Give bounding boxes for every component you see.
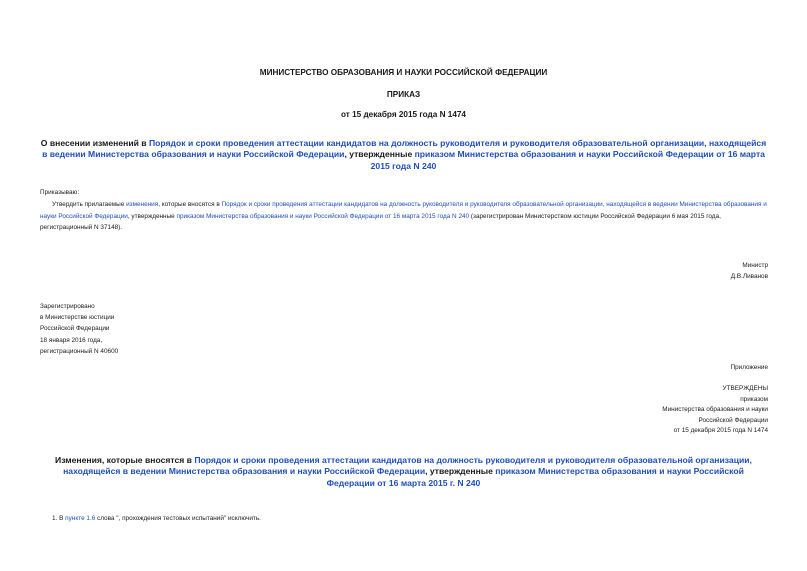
item1-suffix: слова ", прохождения тестовых испытаний" исключить. [95,515,261,522]
order-title-middle: , утвержденные [344,149,415,160]
order-body-paragraph [40,199,767,234]
procedure-link[interactable]: Порядок и сроки проведения аттестации кандидатов на должность руководителя и руководителя образовательной организации, находящейся в ведении Министерства образования и науки Российской Федерации [42,138,767,160]
signature-role: Министр [742,262,768,269]
procedure-body-link[interactable]: Порядок и сроки проведения аттестации кандидатов на должность руководителя и руководителя образовательной организации, находящейся в ведении Министерства образования и науки Российской Федерации [40,201,767,220]
registration-line: 18 января 2016 года, [40,336,103,344]
appendix-label: Приложение [730,364,768,371]
approved-line: Министерства образования и науки [662,406,768,414]
orders-label: Приказываю: [40,189,80,196]
item1-prefix: 1. В [52,515,66,522]
ministry-heading: МИНИСТЕРСТВО ОБРАЗОВАНИЯ И НАУКИ РОССИЙСКОЙ ФЕДЕРАЦИИ [259,68,548,77]
registration-line: Российской Федерации [40,325,110,333]
order-title-prefix: О внесении изменений в [40,138,149,148]
para-text-1: Утвердить прилагаемые [52,201,127,208]
approved-line: от 15 декабря 2015 года N 1474 [673,427,768,435]
item1-clause-link[interactable]: пункте 1.6 [65,515,96,522]
signature-name: Д.В.Ливанов [730,273,768,280]
approved-block [662,384,768,437]
approved-line: УТВЕРЖДЕНЫ [722,385,768,392]
order-240-body-link[interactable]: приказом Министерства образования и науки Российской Федерации от 16 марта 2015 года N 240 [176,212,470,220]
registration-block [40,301,118,357]
order-240-link[interactable]: приказом Министерства образования и науки Российской Федерации от 16 марта 2015 года N 240 [370,149,765,171]
changes-title-middle: , утвержденные [425,466,496,477]
registration-line: регистрационный N 40600 [40,347,119,355]
changes-order-240-link[interactable]: приказом Министерства образования и науки Российской Федерации от 16 марта 2015 г. N 240 [326,466,744,488]
order-title [40,138,767,172]
document-type-heading: ПРИКАЗ [386,90,421,99]
change-item-1 [52,515,261,522]
order-date-number: от 15 декабря 2015 года N 1474 [341,110,466,119]
para-text-3: , утвержденные [127,212,177,220]
changes-title [40,455,767,489]
changes-link[interactable]: изменения [126,201,159,208]
changes-title-prefix: Изменения, которые вносятся в [55,455,195,465]
approved-line: Российской Федерации [698,416,768,424]
approved-line: приказом [740,395,768,403]
para-text-2: , которые вносятся в [158,201,222,208]
registration-line: в Министерстве юстиции [40,314,115,322]
para-text-4: (зарегистрирован Министерством юстиции Российской Федерации 6 мая 2015 года, регистрационный N 37148). [40,212,721,231]
registration-line: Зарегистрировано [40,303,95,310]
changes-procedure-link[interactable]: Порядок и сроки проведения аттестации кандидатов на должность руководителя и руководителя образовательной организации, находящейся в ведении Министерства образования и науки Российской Федерации [63,455,752,477]
